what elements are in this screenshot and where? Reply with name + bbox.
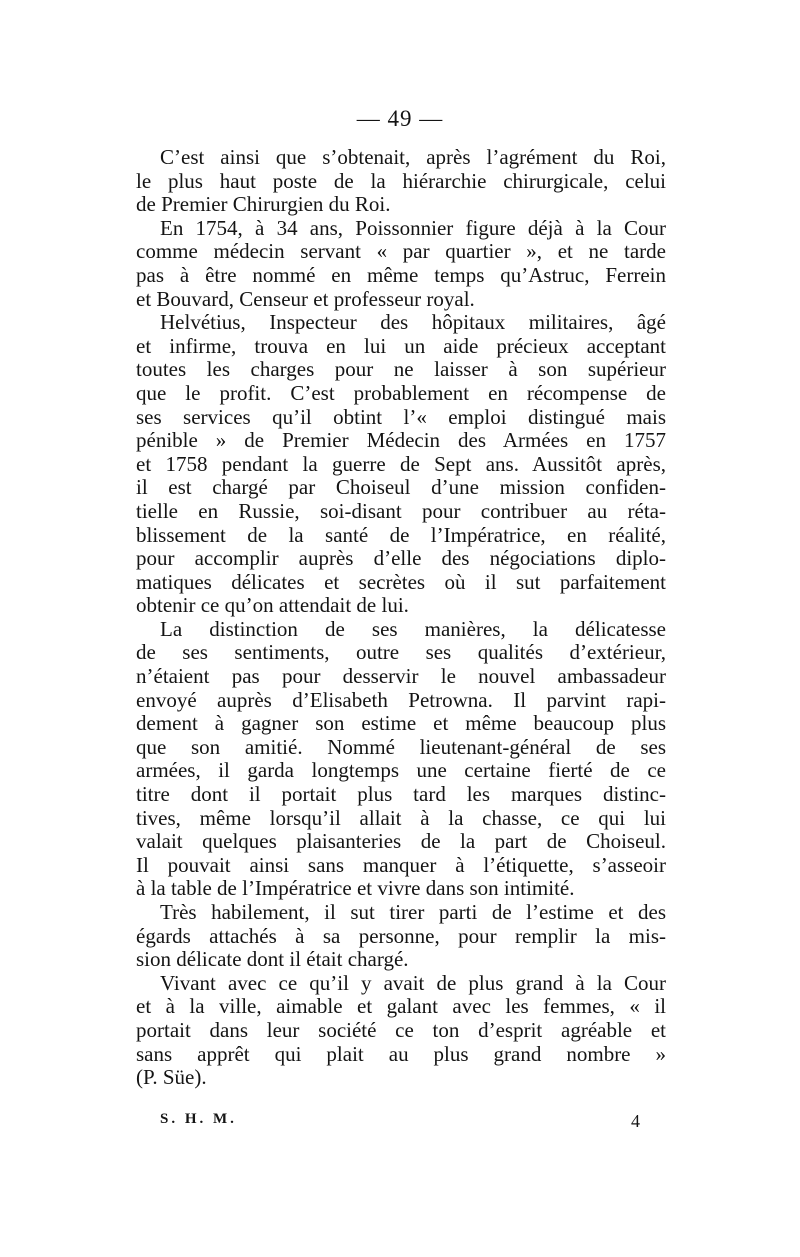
text-line: Il pouvait ainsi sans manquer à l’étiquette, s’asseoir [136, 852, 666, 877]
text-line: il est chargé par Choiseul d’une mission confiden- [136, 475, 666, 500]
text-line: de Premier Chirurgien du Roi. [136, 192, 391, 217]
text-line: tives, même lorsqu’il allait à la chasse, ce qui lui [136, 805, 666, 830]
text-line: envoyé auprès d’Elisabeth Petrowna. Il parvint rapi- [136, 687, 666, 712]
text-line: que le profit. C’est probablement en récompense de [136, 380, 666, 405]
page-number: — 49 — [356, 106, 444, 131]
text-line: C’est ainsi que s’obtenait, après l’agrément du Roi, [160, 145, 666, 169]
text-line: ses services qu’il obtint l’« emploi distingué mais [136, 404, 666, 429]
text-line: Vivant avec ce qu’il y avait de plus grand à la Cour [160, 970, 666, 995]
text-line: n’étaient pas pour desservir le nouvel ambassadeur [136, 664, 666, 689]
text-line: toutes les charges pour ne laisser à son supérieur [136, 357, 666, 382]
text-line: sans apprêt qui plait au plus grand nombre » [136, 1041, 666, 1066]
printer-signature: S. H. M. [160, 1111, 237, 1127]
text-line: portait dans leur société ce ton d’esprit agréable et [136, 1017, 666, 1042]
text-line: (P. Süe). [136, 1065, 207, 1090]
text-line: le plus haut poste de la hiérarchie chirurgicale, celui [136, 168, 666, 193]
text-line: titre dont il portait plus tard les marques distinc- [136, 782, 666, 807]
text-line: tielle en Russie, soi-disant pour contribuer au réta- [136, 498, 666, 523]
text-line: que son amitié. Nommé lieutenant-général de ses [136, 734, 666, 759]
text-line: obtenir ce qu’on attendait de lui. [136, 593, 409, 618]
text-line: et à la ville, aimable et galant avec les femmes, « il [136, 994, 666, 1019]
text-line: armées, il garda longtemps une certaine fierté de ce [136, 758, 666, 783]
text-line: de ses sentiments, outre ses qualités d’extérieur, [136, 640, 666, 665]
text-line: comme médecin servant « par quartier », et ne tarde [136, 239, 666, 264]
sheet-number: 4 [631, 1111, 640, 1131]
text-line: En 1754, à 34 ans, Poissonnier figure déjà à la Cour [160, 215, 666, 240]
text-line: valait quelques plaisanteries de la part de Choiseul. [136, 829, 666, 854]
text-line: égards attachés à sa personne, pour remplir la mis- [136, 923, 666, 948]
text-line: dement à gagner son estime et même beaucoup plus [136, 711, 666, 736]
text-line: pénible » de Premier Médecin des Armées en 1757 [136, 428, 666, 453]
text-line: pas à être nommé en même temps qu’Astruc, Ferrein [136, 262, 666, 287]
text-line: Helvétius, Inspecteur des hôpitaux militaires, âgé [160, 310, 666, 335]
text-line: matiques délicates et secrètes où il sut parfaitement [136, 569, 666, 594]
text-line: blissement de la santé de l’Impératrice, en réalité, [136, 522, 666, 547]
text-line: et infirme, trouva en lui un aide précieux acceptant [136, 333, 666, 358]
text-line: pour accomplir auprès d’elle des négociations diplo- [136, 546, 666, 571]
text-line: La distinction de ses manières, la délicatesse [160, 616, 666, 641]
text-line: Très habilement, il sut tirer parti de l’estime et des [160, 900, 666, 924]
text-line: et 1758 pendant la guerre de Sept ans. Aussitôt après, [136, 451, 666, 476]
body-text [136, 146, 666, 1090]
text-line: et Bouvard, Censeur et professeur royal. [136, 286, 475, 311]
text-line: sion délicate dont il était chargé. [136, 947, 409, 972]
text-line: à la table de l’Impératrice et vivre dans son intimité. [136, 876, 575, 901]
